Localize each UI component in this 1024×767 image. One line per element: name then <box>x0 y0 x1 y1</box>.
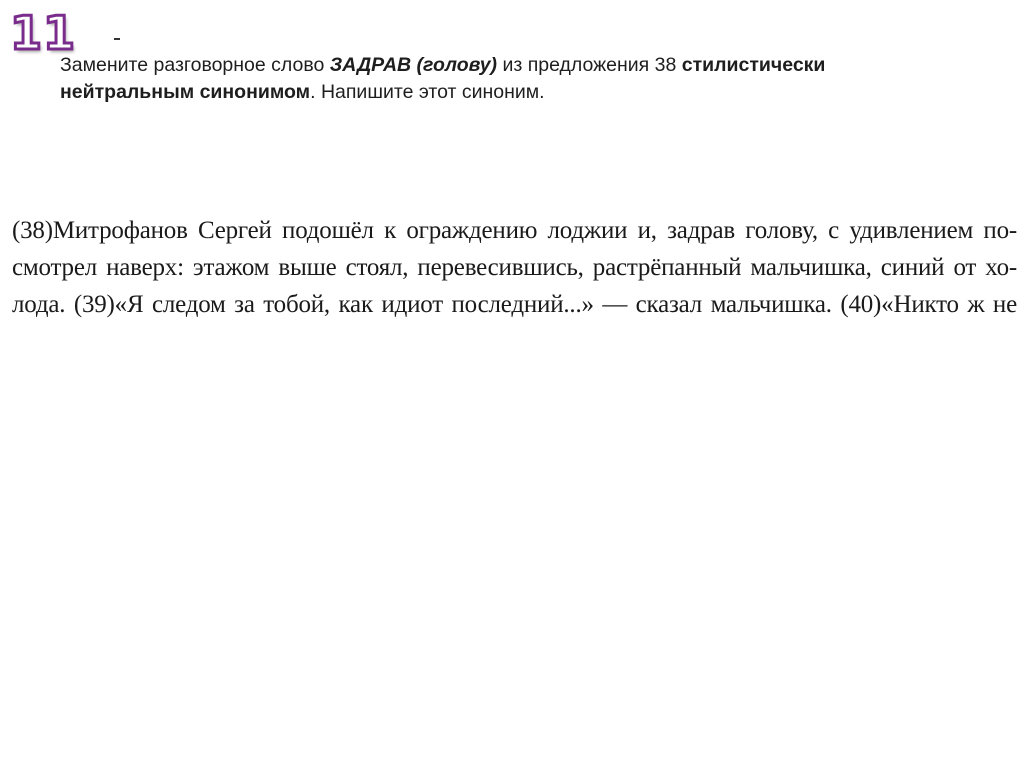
task-instruction <box>60 52 970 106</box>
task-text-part2: из предложения 38 <box>497 54 682 76</box>
excerpt-line: лода. (39)«Я следом за тобой, как идиот последний...» — сказал мальчишка. (40)«Никто ж не <box>12 291 1017 318</box>
text-excerpt <box>12 212 1017 323</box>
task-bold-stylistic: стилистически <box>681 54 826 76</box>
slide-number: 11 <box>10 6 77 60</box>
task-text-part3: . Напишите этот синоним. <box>310 81 545 103</box>
dash-mark <box>114 38 120 40</box>
task-colloquial-word: ЗАДРАВ (голову) <box>329 54 498 76</box>
excerpt-line: смотрел наверх: этажом выше стоял, перевесившись, растрёпанный мальчишка, синий от хо- <box>12 254 1017 281</box>
task-text-part1: Замените разговорное слово <box>60 54 330 76</box>
task-bold-synonym: нейтральным синонимом <box>60 81 311 103</box>
excerpt-line: (38)Митрофанов Сергей подошёл к ограждению лоджии и, задрав голову, с удивлением по- <box>12 217 1017 244</box>
